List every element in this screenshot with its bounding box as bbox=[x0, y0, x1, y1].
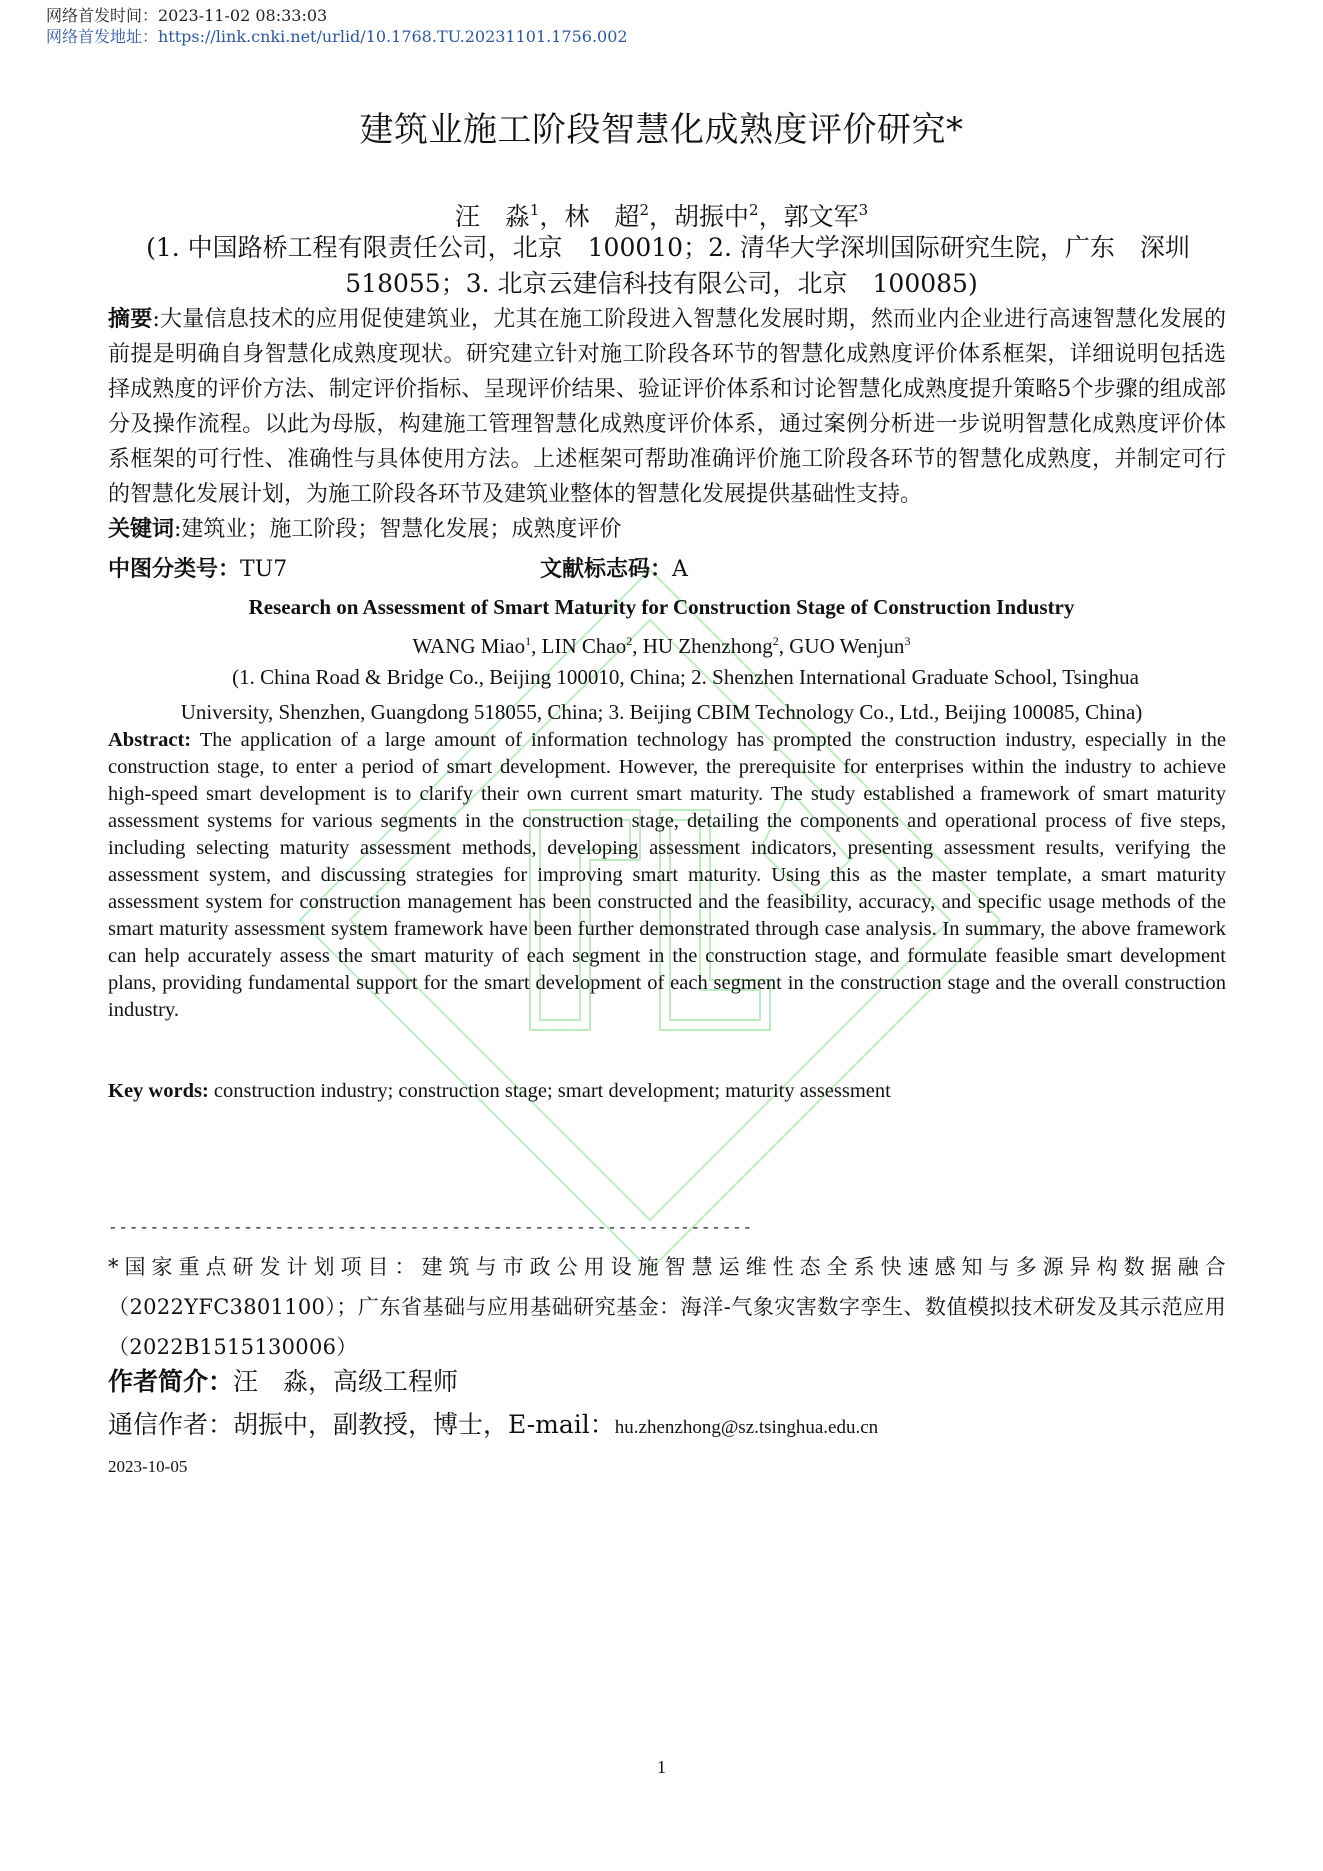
corresponding-label: 通信作者：胡振中，副教授，博士，E-mail： bbox=[108, 1410, 615, 1439]
keywords-text: :建筑业；施工阶段；智慧化发展；成熟度评价 bbox=[174, 517, 622, 542]
abstract-label: 摘要 bbox=[108, 307, 153, 332]
chinese-abstract bbox=[108, 302, 1226, 512]
chinese-author-list: 汪 淼$^1$，林 超$^2$，胡振中$^2$，郭文军$^3$ bbox=[454, 201, 869, 231]
chinese-affiliation-line2: 518055；3. 北京云建信科技有限公司，北京 100085) bbox=[345, 269, 978, 298]
footnote-rule: -------------------------------------------------------------- bbox=[108, 1219, 753, 1237]
author-name: LIN Chao bbox=[541, 634, 627, 658]
english-affiliation-line1: (1. China Road & Bridge Co., Beijing 100010, China; 2. Shenzhen International Graduate School, Tsinghua bbox=[232, 665, 1139, 689]
online-publish-time: 网络首发时间：2023-11-02 08:33:03 bbox=[46, 6, 328, 25]
affil-mark: 2 bbox=[772, 634, 779, 648]
english-author-list: WANG Miao$^1$, LIN Chao$^2$, HU Zhenzhong$^2$, GUO Wenjun$^3$ bbox=[412, 634, 911, 658]
affil-mark: 3 bbox=[904, 634, 911, 648]
affil-mark: 2 bbox=[749, 201, 759, 219]
keywords-label: 关键词 bbox=[108, 517, 175, 542]
received-date: 2023-10-05 bbox=[108, 1457, 188, 1476]
author-name: GUO Wenjun bbox=[789, 634, 905, 658]
abstract-text: The application of a large amount of information technology has prompted the construction industry, especially in the construction stage, to enter a period of smart development. However, the prerequisite for enterprises within the industry to achieve high-speed smart development is to clarify their own current smart maturity. The study established a framework of smart maturity assessment systems for various segments in the construction stage, detailing the components and operational process of five steps, including selecting maturity assessment methods, developing assessment indicators, presenting assessment results, verifying the assessment system, and discussing strategies for improving smart maturity. Using this as the master template, a smart maturity assessment system for construction management has been constructed and the feasibility, accuracy, and specific usage methods of the smart maturity assessment system framework have been further demonstrated through case analysis. In summary, the above framework can help accurately assess the smart maturity of each segment in the construction stage, and formulate feasible smart development plans, providing fundamental support for the smart development of each segment in the construction stage and the overall construction industry. bbox=[108, 729, 1226, 1021]
classification-value: TU7 bbox=[240, 557, 288, 582]
affil-mark: 2 bbox=[639, 201, 649, 219]
corresponding-email[interactable]: hu.zhenzhong@sz.tsinghua.edu.cn bbox=[614, 1417, 879, 1438]
corresponding-author bbox=[108, 1408, 878, 1445]
author-name: 胡振中 bbox=[674, 202, 750, 231]
english-abstract bbox=[108, 727, 1226, 1024]
author-intro-label: 作者简介： bbox=[108, 1367, 234, 1396]
author-intro-text: 汪 淼，高级工程师 bbox=[233, 1367, 459, 1396]
document-code-label: 文献标志码： bbox=[540, 557, 673, 582]
author-name: 郭文军 bbox=[783, 202, 859, 231]
author-name: 林 超 bbox=[564, 202, 640, 231]
page-number: 1 bbox=[657, 1757, 666, 1777]
affil-mark: 1 bbox=[525, 634, 532, 648]
keywords-text: construction industry; construction stage; smart development; maturity assessment bbox=[208, 1080, 891, 1102]
chinese-keywords bbox=[108, 515, 621, 545]
chinese-title: 建筑业施工阶段智慧化成熟度评价研究* bbox=[359, 110, 964, 150]
author-name: HU Zhenzhong bbox=[642, 634, 773, 658]
classification-number bbox=[108, 555, 287, 585]
classification-label: 中图分类号： bbox=[108, 557, 241, 582]
affil-mark: 1 bbox=[529, 201, 540, 219]
abstract-label: Abstract: bbox=[108, 729, 192, 751]
author-name: WANG Miao bbox=[412, 634, 526, 658]
chinese-affiliation-line1: (1. 中国路桥工程有限责任公司，北京 100010；2. 清华大学深圳国际研究生院，广东 深圳 bbox=[146, 233, 1190, 262]
keywords-label: Key words: bbox=[108, 1080, 209, 1102]
english-title: Research on Assessment of Smart Maturity for Construction Stage of Construction Industry bbox=[248, 595, 1075, 619]
document-code-value: A bbox=[672, 557, 688, 582]
abstract-text: :大量信息技术的应用促使建筑业，尤其在施工阶段进入智慧化发展时期，然而业内企业进行高速智慧化发展的前提是明确自身智慧化成熟度现状。研究建立针对施工阶段各环节的智慧化成熟度评价体系框架，详细说明包括选择成熟度的评价方法、制定评价指标、呈现评价结果、验证评价体系和讨论智慧化成熟度提升策略5个步骤的组成部分及操作流程。以此为母版，构建施工管理智慧化成熟度评价体系，通过案例分析进一步说明智慧化成熟度评价体系框架的可行性、准确性与具体使用方法。上述框架可帮助准确评价施工阶段各环节的智慧化成熟度，并制定可行的智慧化发展计划，为施工阶段各环节及建筑业整体的智慧化发展提供基础性支持。 bbox=[108, 307, 1226, 507]
online-publish-url[interactable]: 网络首发地址：https://link.cnki.net/urlid/10.1768.TU.20231101.1756.002 bbox=[46, 27, 628, 46]
english-keywords bbox=[108, 1077, 891, 1105]
author-name: 汪 淼 bbox=[454, 202, 530, 231]
affil-mark: 2 bbox=[626, 634, 633, 648]
document-code bbox=[540, 555, 688, 585]
affil-mark: 3 bbox=[858, 201, 869, 219]
author-introduction bbox=[108, 1365, 458, 1399]
funding-footnote: *国家重点研发计划项目：建筑与市政公用设施智慧运维性态全系快速感知与多源异构数据融合（2022YFC3801100）；广东省基础与应用基础研究基金：海洋-气象灾害数字孪生、数值模拟技术研发及其示范应用（2022B1515130006） bbox=[108, 1255, 1226, 1359]
english-affiliation-line2: University, Shenzhen, Guangdong 518055, China; 3. Beijing CBIM Technology Co., Ltd., Beijing 100085, China) bbox=[180, 700, 1143, 724]
